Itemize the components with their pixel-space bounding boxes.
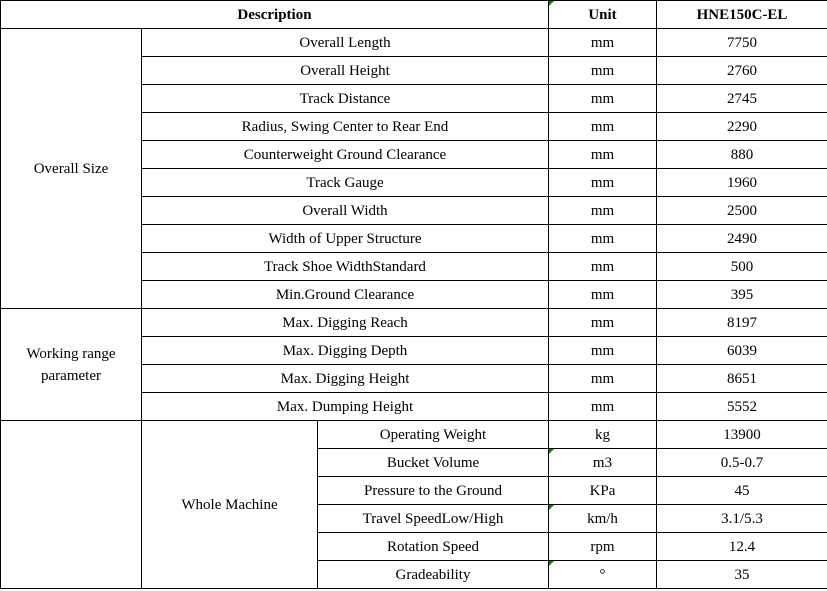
parameter-value: 3.1/5.3 [657, 505, 827, 533]
parameter-value: 395 [657, 281, 827, 309]
parameter-name: Max. Digging Reach [142, 309, 549, 337]
table-row [1, 29, 827, 57]
parameter-value: 500 [657, 253, 827, 281]
parameter-value: 8651 [657, 365, 827, 393]
parameter-unit: mm [549, 225, 657, 253]
parameter-name: Track Distance [142, 85, 549, 113]
parameter-value: 0.5-0.7 [657, 449, 827, 477]
parameter-unit: m3 [549, 449, 657, 477]
parameter-unit: mm [549, 281, 657, 309]
parameter-value: 6039 [657, 337, 827, 365]
overall-size-label: Overall Size [1, 29, 142, 309]
parameter-unit: mm [549, 253, 657, 281]
parameter-name: Overall Width [142, 197, 549, 225]
parameter-name: Travel SpeedLow/High [318, 505, 549, 533]
parameter-name: Operating Weight [318, 421, 549, 449]
parameter-value: 2290 [657, 113, 827, 141]
parameter-value: 35 [657, 561, 827, 589]
parameter-name: Counterweight Ground Clearance [142, 141, 549, 169]
parameter-unit: mm [549, 393, 657, 421]
parameter-unit: mm [549, 85, 657, 113]
parameter-name: Max. Digging Height [142, 365, 549, 393]
parameter-value: 2760 [657, 57, 827, 85]
parameter-unit: mm [549, 29, 657, 57]
parameter-unit: mm [549, 113, 657, 141]
parameter-name: Width of Upper Structure [142, 225, 549, 253]
whole-machine-label: Whole Machine [142, 421, 318, 589]
parameter-unit: ° [549, 561, 657, 589]
parameter-unit: rpm [549, 533, 657, 561]
working-range-label: Working range parameter [1, 309, 142, 421]
parameter-unit: mm [549, 169, 657, 197]
parameter-unit: kg [549, 421, 657, 449]
description-header: Description [1, 1, 549, 29]
parameter-value: 12.4 [657, 533, 827, 561]
parameter-value: 1960 [657, 169, 827, 197]
parameter-unit: mm [549, 337, 657, 365]
parameter-unit: KPa [549, 477, 657, 505]
parameter-name: Min.Ground Clearance [142, 281, 549, 309]
parameter-unit: mm [549, 141, 657, 169]
table-row [1, 421, 827, 449]
parameter-name: Track Gauge [142, 169, 549, 197]
parameter-name: Max. Digging Depth [142, 337, 549, 365]
parameter-name: Bucket Volume [318, 449, 549, 477]
table-row [1, 309, 827, 337]
parameter-value: 13900 [657, 421, 827, 449]
parameter-name: Max. Dumping Height [142, 393, 549, 421]
parameter-name: Radius, Swing Center to Rear End [142, 113, 549, 141]
parameter-name: Overall Length [142, 29, 549, 57]
parameter-value: 7750 [657, 29, 827, 57]
parameter-name: Overall Height [142, 57, 549, 85]
parameter-name: Track Shoe WidthStandard [142, 253, 549, 281]
parameter-unit: km/h [549, 505, 657, 533]
parameter-unit: mm [549, 197, 657, 225]
unit-header: Unit [549, 1, 657, 29]
parameter-value: 5552 [657, 393, 827, 421]
parameter-value: 2490 [657, 225, 827, 253]
parameter-unit: mm [549, 57, 657, 85]
parameter-value: 880 [657, 141, 827, 169]
parameter-value: 45 [657, 477, 827, 505]
parameter-value: 8197 [657, 309, 827, 337]
empty-cell [1, 421, 142, 589]
parameter-value: 2500 [657, 197, 827, 225]
parameter-name: Gradeability [318, 561, 549, 589]
model-header: HNE150C-EL [657, 1, 827, 29]
parameter-name: Pressure to the Ground [318, 477, 549, 505]
parameter-unit: mm [549, 309, 657, 337]
parameter-value: 2745 [657, 85, 827, 113]
header-row [1, 1, 827, 29]
parameter-unit: mm [549, 365, 657, 393]
parameter-name: Rotation Speed [318, 533, 549, 561]
